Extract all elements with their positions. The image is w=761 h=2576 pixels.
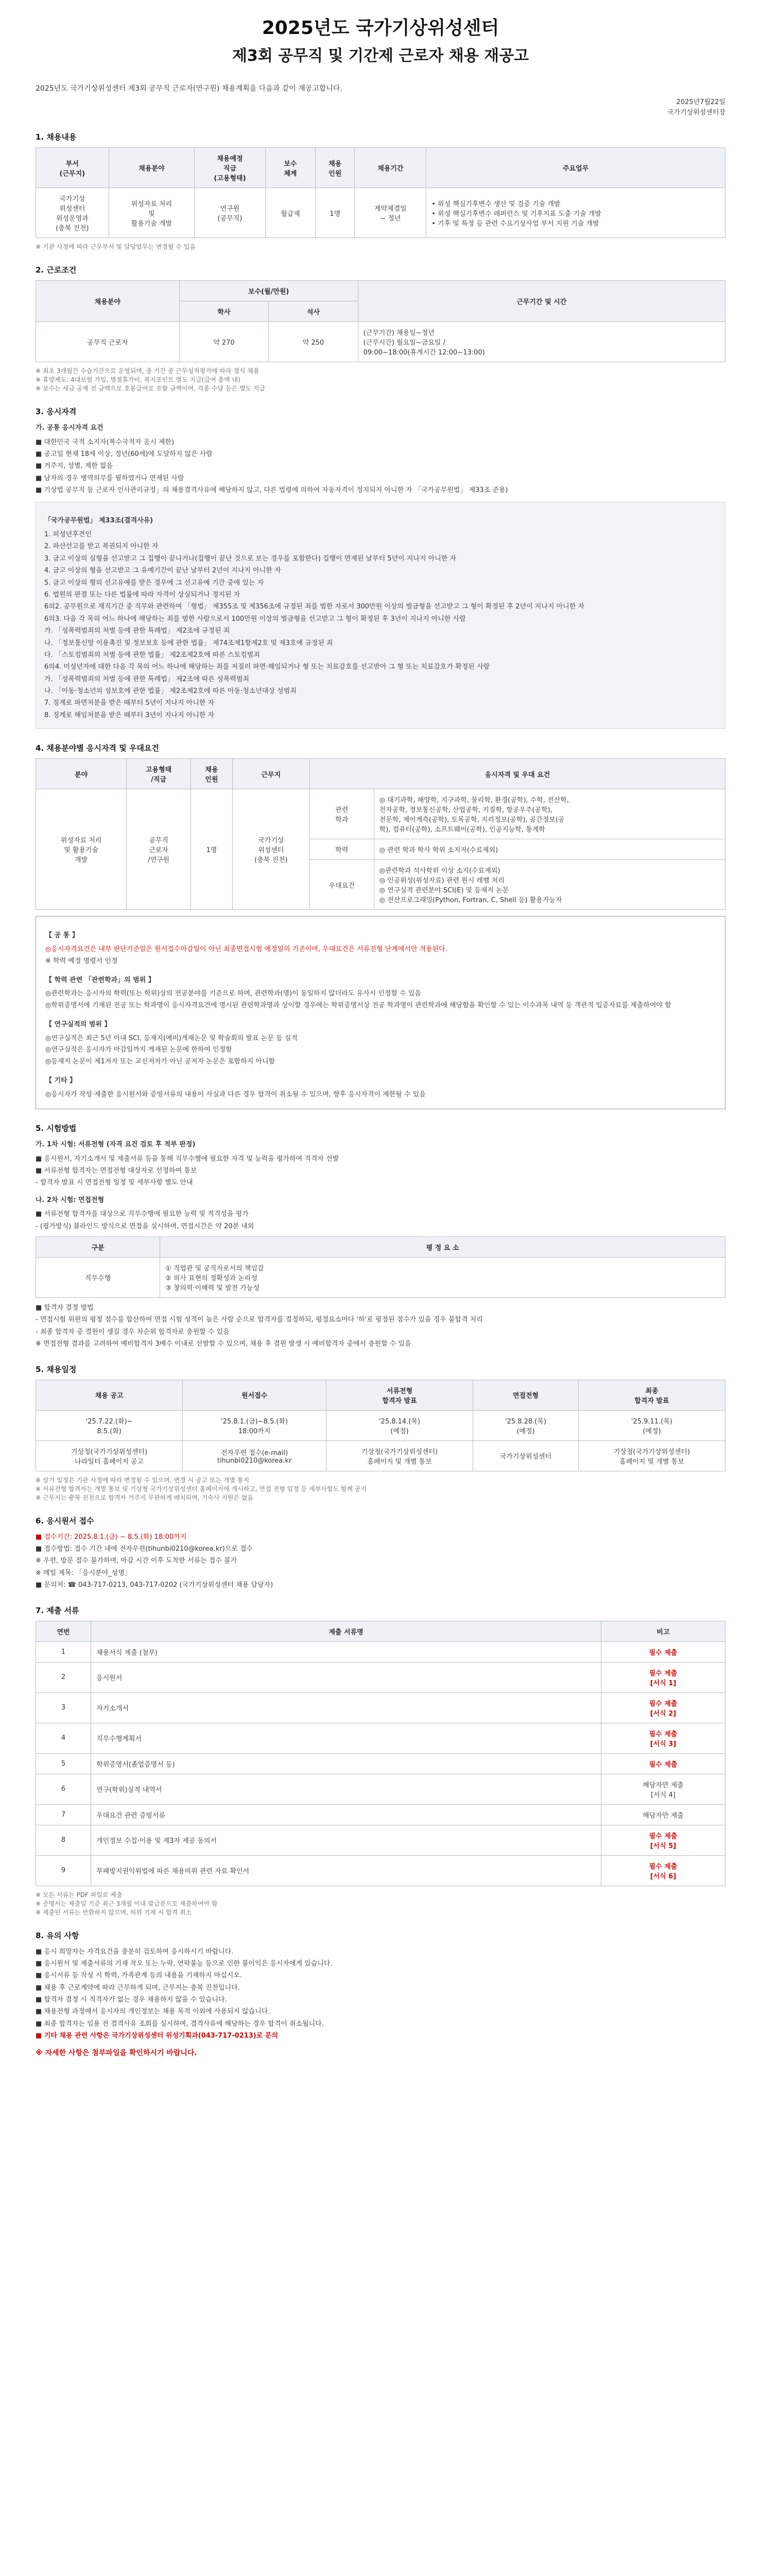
cell-place: 기상청(국가기상위성센터) 홈페이지 및 개별 통보: [326, 1440, 473, 1471]
col-no: 연번: [36, 1621, 91, 1641]
receipt-line: ※ 우편, 방문 접수 불가하며, 마감 시간 이후 도착한 서류는 접수 불가: [36, 1557, 237, 1565]
col-field: 채용분야: [36, 281, 180, 322]
cell-no: 8: [36, 1825, 91, 1855]
schedule-note: ※ 서류전형 합격자는 개별 통보 및 기상청 국가기상위성센터 홈페이지에 게시하고, 면접 전형 일정 등 세부사항도 함께 공지: [36, 1485, 367, 1493]
cell-remark: 필수 제출 [서식 5]: [601, 1825, 725, 1855]
law-item: 3. 금고 이상의 실형을 선고받고 그 집행이 끝나거나(집행이 끝난 것으로 보는 경우를 포함한다) 집행이 면제된 날부터 5년이 지나지 아니한 자: [44, 554, 457, 563]
law-item: 5. 금고 이상의 형의 선고유예를 받은 경우에 그 선고유예 기간 중에 있는 자: [44, 579, 264, 587]
schedule-notes: [36, 1476, 725, 1502]
exam-note: ■ 합격자 결정 방법: [36, 1304, 94, 1312]
cell-remark: 필수 제출 [서식 2]: [601, 1692, 725, 1723]
cell-field: 위성자료 처리 및 활용기술 개발: [109, 188, 194, 238]
col-pay: 보수(월/만원): [179, 281, 358, 301]
col-stage: 최종 합격자 발표: [578, 1380, 725, 1410]
law-item: 나. 「정보통신망 이용촉진 및 정보보호 등에 관한 법률」 제74조제1항제2호 및 제3호에 규정된 죄: [44, 639, 333, 647]
criteria-item: ① 직업관 및 공직자로서의 책임감: [165, 1265, 264, 1273]
title-line2: 제3회 공무직 및 기간제 근로자 채용 재공고: [232, 47, 529, 65]
box-line: ◎관련학과는 응시자의 학력(또는 학위)상의 전공분야를 기준으로 하며, 관련학과(명)이 동일하지 않더라도 유사시 인정할 수 있음: [45, 990, 421, 998]
cell-doc: 우대요건 관련 증빙서류: [91, 1804, 601, 1825]
hours-line: (근무시간) 월요일~금요일 /: [363, 339, 445, 347]
box-subtitle: 【 기타 】: [45, 1076, 77, 1084]
law-item: 4. 금고 이상의 형을 선고받고 그 유예기간이 끝난 날부터 2년이 지나지 아니한 자: [44, 567, 281, 575]
req-item: ■ 대한민국 국적 소지자(복수국적자 응시 제한): [36, 438, 175, 446]
req-item: ■ 기상법 공무직 등 근로자 인사관리규정」의 채용결격사유에 해당하지 않고, 다른 법령에 의하여 자동자격이 정지되지 아니한 자 「국가공무원법」 제33조 준용): [36, 486, 508, 495]
cell-grade: 공무직 근로자 /연구원: [127, 789, 191, 910]
caution-item: ■ 최종 합격자는 임용 전 결격사유 조회를 실시하며, 결격사유에 해당하는 경우 합격이 취소됩니다.: [36, 2020, 324, 2028]
notice-org: 국가기상위성센터장: [667, 109, 725, 117]
cell-place: 전자우편 접수(e-mail) tihunbi0210@korea.kr: [183, 1440, 326, 1471]
col-dept: 부서 (근무지): [36, 148, 109, 188]
box-line: ◎연구실적은 응시자가 마감일까지 게재된 논문에 한하여 인정함: [45, 1046, 232, 1054]
cell-ba: 약 270: [179, 322, 268, 362]
common-requirements: [36, 422, 725, 496]
col-hours: 근무기간 및 시간: [358, 281, 725, 322]
docs-note: ※ 제출된 서류는 반환하지 않으며, 허위 기재 시 합격 취소: [36, 1908, 192, 1916]
law-title: 「국가공무원법」 제33조(결격사유): [44, 516, 153, 524]
law-item: 6. 법원의 판결 또는 다른 법률에 따라 자격이 상실되거나 정지된 자: [44, 590, 240, 599]
req-pref: ◎관련학과 석사학위 이상 소지(수료제외) ◎ 인공위성(위성자료) 관련 원시 레벨 처리 ◎ 연구실적 관련분야 SCI(E) 및 등재지 논문 ◎ 전산프로그래밍(Python, Fortran, C, Shell 등) 활용가능자: [374, 860, 725, 910]
cell-dept: 국가기상 위성센터 위성운영과 (충북 진천): [36, 188, 109, 238]
cell-no: 3: [36, 1692, 91, 1723]
box-line: ※ 학력 예정 명령서 인정: [45, 957, 118, 965]
exam-line: ■ 응시원서, 자기소개서 및 제출서류 등을 통해 직무수행에 필요한 자격 및 능력을 평가하여 적격자 선발: [36, 1155, 339, 1163]
cell-remark: 필수 제출 [서식 1]: [601, 1662, 725, 1692]
col-grade: 고용형태 /직급: [127, 759, 191, 789]
docs-notes: [36, 1890, 725, 1917]
receipt-line: ■ 접수방법: 접수 기간 내에 전자우편(tihunbi0210@korea.kr)으로 접수: [36, 1545, 253, 1553]
req-item: ■ 남자의 경우 병역의무를 필하였거나 면제된 사람: [36, 474, 184, 482]
box-subtitle: 【 연구실적의 범위 】: [45, 1020, 111, 1028]
receipt-line: ■ 접수기간: 2025.8.1.(금) ~ 8.5.(화) 18:00까지: [36, 1533, 187, 1541]
section-heading-2: 2. 근로조건: [36, 265, 77, 275]
criteria-item: ② 의사 표현의 정확성과 논리성: [165, 1275, 257, 1282]
title-line1: 2025년도 국가기상위성센터: [262, 18, 499, 39]
cell-remark: 필수 제출 [서식 3]: [601, 1723, 725, 1753]
exam-note: - 면접시험 위원의 평정 점수를 합산하여 면접 시험 성적이 높은 사람 순으로 합격자를 결정하되, 평정요소마다 '하'로 평정된 점수가 있을 경우 불합격 처리: [36, 1316, 483, 1324]
section-heading-6: 5. 채용일정: [36, 1364, 77, 1374]
receipt-info: [36, 1531, 725, 1591]
col-req: 응시자격 및 우대 요건: [309, 759, 725, 789]
lead-text: 2025년도 국가기상위성센터 제3회 공무직 근로자(연구원) 채용계획을 다음과 같이 재공고합니다.: [36, 84, 342, 93]
col-field: 분야: [36, 759, 127, 789]
section-heading-8: 7. 제출 서류: [36, 1605, 79, 1615]
receipt-line: ■ 문의처: ☎ 043-717-0213, 043-717-0202 (국가기상위성센터 채용 담당자): [36, 1581, 273, 1589]
cell-place: 기상청(국가기상위성센터) 홈페이지 및 개별 통보: [578, 1440, 725, 1471]
recruitment-notice: [20, 0, 741, 2073]
col-pay: 보수 체계: [265, 148, 315, 188]
law-item: 가. 「성폭력범죄의 처벌 등에 관한 특례법」 제2조에 따른 성폭력범죄: [44, 675, 249, 683]
col-duties: 주요업무: [426, 148, 725, 188]
cell-period: 계약체결일 ~ 정년: [355, 188, 426, 238]
col-criteria: 평 정 요 소: [160, 1237, 725, 1258]
duty-item: • 기후 및 특정 등 관련 수요기상사업 부서 지원 기술 개발: [431, 219, 599, 228]
cell-date: '25.8.28.(목) (예정): [473, 1410, 579, 1440]
criteria-item: ③ 창의력·이해력 및 발전 가능성: [165, 1284, 260, 1292]
cell-remark: 해당자만 제출 [서식 4]: [601, 1774, 725, 1804]
duty-item: • 위성 핵심기후변수 레퍼런스 및 기후지표 도출 기술 개발: [431, 210, 601, 218]
law-item: 6의3. 다음 각 목의 어느 하나에 해당하는 죄를 범한 사람으로서 100만원 이상의 벌금형을 선고받고 그 형이 확정된 후 3년이 지나지 아니한 사람: [44, 615, 466, 623]
cell-remark: 해당자만 제출: [601, 1804, 725, 1825]
col-stage: 서류전형 합격자 발표: [326, 1380, 473, 1410]
schedule-note: ※ 근무지는 충북 진천으로 합격자 거주지 무관하게 배치되며, 기숙사 지원은 없음: [36, 1494, 253, 1501]
col-grade: 채용예정 직급 (고용형태): [195, 148, 266, 188]
note-line: ※ 최초 3개월간 수습기간으로 운영되며, 중 기간 중 근무성적평가에 따라 정식 채용: [36, 367, 260, 375]
exam-note: - 최종 합격자 중 결원이 생길 경우 차순위 합격자로 충원할 수 있음: [36, 1328, 230, 1336]
col-period: 채용기간: [355, 148, 426, 188]
condition-table: [36, 280, 725, 362]
receipt-line: ※ 메일 제목: 「응시분야_성명」: [36, 1569, 131, 1577]
cell-remark: 필수 제출: [601, 1641, 725, 1662]
cell-doc: 부패방지권익위법에 따른 채용비위 관련 자료 확인서: [91, 1855, 601, 1886]
law-item: 7. 징계로 파면처분을 받은 때부터 5년이 지나지 아니한 자: [44, 699, 215, 707]
law-item: 2. 파산선고를 받고 복권되지 아니한 자: [44, 543, 159, 551]
box-line: ◎응시자격요건은 내부 판단기준일은 원서접수마감일이 아닌 최종면접시험 예정일의 기준이며, 우대요건은 서류전형 단계에서만 적용된다.: [45, 945, 447, 954]
cell-place: 기상청(국가기상위성센터) 나라일터 홈페이지 공고: [36, 1440, 183, 1471]
law-item: 가. 「성폭력범죄의 처벌 등에 관한 특례법」 제2조에 규정된 죄: [44, 627, 230, 635]
cell-no: 2: [36, 1662, 91, 1692]
docs-note: ※ 모든 서류는 PDF 파일로 제출: [36, 1891, 123, 1899]
cell-date: '25.8.14.(목) (예정): [326, 1410, 473, 1440]
col-field: 채용분야: [109, 148, 194, 188]
col-ma: 석사: [269, 301, 358, 322]
date-org: [36, 97, 725, 118]
law-item: 8. 징계로 해임처분을 받은 때부터 3년이 지나지 아니한 자: [44, 711, 215, 719]
law-item: 다. 「스토킹범죄의 처벌 등에 관한 법률」 제2조제2호에 따른 스토킹범죄: [44, 651, 260, 659]
col-stage: 원서접수: [183, 1380, 326, 1410]
notice-date: 2025년7월22일: [676, 98, 725, 106]
col-count: 채용 인원: [191, 759, 233, 789]
section-heading-9: 8. 유의 사항: [36, 1930, 79, 1940]
col-stage: 채용 공고: [36, 1380, 183, 1410]
cell-doc: 자기소개서: [91, 1692, 601, 1723]
cell-grade: 연구원 (공무직): [195, 188, 266, 238]
caution-item: ■ 응시원서 및 제출서류의 기재 착오 또는 누락, 연락불능 등으로 인한 불이익은 응시자에게 있습니다.: [36, 1959, 333, 1968]
law-item: 6의4. 미성년자에 대한 다음 각 목의 어느 하나에 해당하는 죄를 저질러 파면·해임되거나 형 또는 치료감호를 선고받아 그 형 또는 치료감호가 확정된 사람: [44, 663, 490, 671]
note-line: ※ 보수는 세금 공제 전 금액으로 호봉급여로 포함 금액이며, 각종 수당 등은 별도 지급: [36, 385, 265, 393]
docs-note: ※ 증명서는 제출일 기준 최근 3개월 이내 발급분으로 제출하여야 함: [36, 1900, 218, 1907]
table2-notes: [36, 366, 725, 393]
caution-item: ■ 합격자 결정 시 적격자가 없는 경우 채용하지 않을 수 있습니다.: [36, 1996, 227, 2004]
hours-line: (근무기간) 채용일~정년: [363, 329, 435, 337]
cell-criteria: [160, 1258, 725, 1298]
cell-doc: 직무수행계획서: [91, 1723, 601, 1753]
section-heading-3: 3. 응시자격: [36, 407, 77, 417]
schedule-note: ※ 상기 일정은 기관 사정에 따라 변경될 수 있으며, 변경 시 공고 또는 개별 통지: [36, 1476, 250, 1484]
box-line: ◎등재지 논문이 제1저자 또는 교신저자가 아닌 공저자 논문은 포함하지 아니함: [45, 1058, 275, 1066]
law-item: 나. 「아동·청소년의 성보호에 관한 법률」 제2조제2호에 따른 아동·청소년대상 성범죄: [44, 687, 297, 696]
cell-field: 공무직 근로자: [36, 322, 180, 362]
schedule-table: [36, 1380, 725, 1471]
exam-line: ■ 서류전형 합격자는 면접전형 대상자로 선정하여 통보: [36, 1167, 197, 1175]
caution-item: ■ 기타 채용 관련 사항은 국가기상위성센터 위성기획과(043-717-0213)로 문의: [36, 2032, 279, 2040]
exam-line: - 합격자 발표 시 면접전형 일정 및 세부사항 별도 안내: [36, 1179, 193, 1187]
cell-duties: [426, 188, 725, 238]
cell-ma: 약 250: [269, 322, 358, 362]
cell-place: 국가기상위성센터: [473, 1440, 579, 1471]
law-item: 1. 피성년후견인: [44, 531, 92, 539]
col-category: 구분: [36, 1237, 160, 1258]
caution-item: ■ 채용 후 근로계약에 따라 근무하게 되며, 근무지는 충북 진천입니다.: [36, 1984, 240, 1992]
box-line: ◎응시자가 작성·제출한 응시원서와 증빙서류의 내용이 사실과 다른 경우 합격이 취소될 수 있으며, 향후 응시자격이 제한될 수 있음: [45, 1090, 426, 1098]
box-line: ◎학위증명서에 기재된 전공 또는 학과명이 응시자격요건에 명시된 관련학과명과 상이할 경우에는 학위증명서상 전공 학과명이 관련학과에 해당함을 확인할 수 있는 이수과목 내역 등 객관적 입증자료를 제출하여야 함: [45, 1002, 671, 1010]
exam-stage2: 나. 2차 시험: 면접전형: [36, 1196, 105, 1204]
req-label-degree: 학력: [309, 839, 374, 860]
cell-remark: 필수 제출: [601, 1753, 725, 1774]
box-subtitle: 【 학력 관련 「관련학과」의 범위 】: [45, 976, 155, 984]
exam-notes: [36, 1302, 725, 1350]
cell-doc: 연구(학위)실적 내역서: [91, 1774, 601, 1804]
exam-line: ■ 서류전형 합격자를 대상으로 직무수행에 필요한 능력 및 적격성을 평가: [36, 1210, 249, 1218]
cell-date: '25.8.1.(금)~8.5.(화) 18:00까지: [183, 1410, 326, 1440]
section-heading-4: 4. 채용분야별 응시자격 및 우대요건: [36, 743, 159, 753]
req-major: ◎ 대기과학, 해양학, 지구과학, 물리학, 환경(공학), 수학, 전산학, 전자공학, 정보통신공학, 산업공학, 지질학, 항공우주(공학), 천문학, 제어계측(공학), 토목공학, 지리정보(공학), 공간정보(공 학), 컴퓨터(공학), 소프트웨어(공학), 인공지능학, 통계학: [374, 789, 725, 839]
cell-no: 9: [36, 1855, 91, 1886]
note-line: ※ 휴양제도: 4대보험 가입, 명절휴가비, 복지포인트 별도 지급(급여 총액 내): [36, 376, 240, 384]
col-stage: 면접전형: [473, 1380, 579, 1410]
hours-line: 09:00~18:00(휴게시간 12:00~13:00): [363, 349, 485, 357]
law-item: 6의2. 공무원으로 재직기간 중 직무와 관련하여 「형법」 제355조 및 제356조에 규정된 죄를 범한 자로서 300만원 이상의 벌금형을 선고받고 그 형이 확정된 후 2년이 지나지 아니한 자: [44, 603, 584, 611]
cell-remark: 필수 제출 [서식 6]: [601, 1855, 725, 1886]
req-item: ■ 거주지, 성별, 제한 없음: [36, 462, 113, 470]
box-title: 【 공 통 】: [45, 931, 79, 940]
section-heading-1: 1. 채용내용: [36, 132, 77, 142]
notice-title: [36, 13, 725, 77]
final-notice: ※ 자세한 사항은 첨부파일을 확인하시기 바랍니다.: [36, 2048, 197, 2057]
cell-no: 1: [36, 1641, 91, 1662]
cell-no: 4: [36, 1723, 91, 1753]
cell-doc: 학위증명서(졸업증명서 등): [91, 1753, 601, 1774]
caution-item: ■ 응시 희망자는 자격요건을 충분히 검토하여 응시하시기 바랍니다.: [36, 1947, 234, 1956]
law-box: [36, 502, 725, 730]
cell-doc: 응시원서: [91, 1662, 601, 1692]
col-count: 채용 인원: [316, 148, 355, 188]
cell-no: 5: [36, 1753, 91, 1774]
section-heading-7: 6. 응시원서 접수: [36, 1516, 94, 1526]
exam-stage1: 가. 1차 시험: 서류전형 (자격 요건 검토 후 적부 판정): [36, 1141, 196, 1149]
cell-hours: [358, 322, 725, 362]
cell-no: 6: [36, 1774, 91, 1804]
caution-item: ■ 응시서류 등 작성 시 학력, 가족관계 등의 내용을 기재하지 마십시오.: [36, 1972, 242, 1980]
cell-date: '25.9.11.(목) (예정): [578, 1410, 725, 1440]
caution-list: [36, 1946, 725, 2042]
col-ba: 학사: [179, 301, 268, 322]
cell-place: 국가기상 위성센터 (충북 진천): [232, 789, 309, 910]
cell-doc: 개인정보 수집·이용 및 제3자 제공 동의서: [91, 1825, 601, 1855]
table1-note: ※ 기관 사정에 따라 근무부서 및 담당업무는 변경될 수 있음: [36, 243, 196, 251]
recruit-table: [36, 147, 725, 238]
qualification-table: [36, 758, 725, 910]
common-box: [36, 916, 725, 1109]
cell-count: 1명: [191, 789, 233, 910]
cell-pay: 월급제: [265, 188, 315, 238]
exam-method: [36, 1139, 725, 1232]
req-item: ■ 공고일 현재 18세 이상, 정년(60세)에 도달하지 않은 사람: [36, 450, 213, 459]
cell-category: 직무수행: [36, 1258, 160, 1298]
duty-item: • 위성 핵심기후변수 생산 및 검증 기술 개발: [431, 200, 561, 208]
exam-line: - (평가방식) 블라인드 방식으로 면접을 실시하며, 면접시간은 약 20분 내외: [36, 1222, 254, 1230]
req-degree: ◎ 관련 학과 학사 학위 소지자(수료제외): [374, 839, 725, 860]
eval-table: [36, 1236, 725, 1298]
col-remark: 비고: [601, 1621, 725, 1641]
cell-count: 1명: [316, 188, 355, 238]
caution-item: ■ 채용전형 과정에서 응시자의 개인정보는 채용 목적 이외에 사용되지 않습니다.: [36, 2008, 270, 2016]
col-doc: 제출 서류명: [91, 1621, 601, 1641]
exam-note: ※ 면접전형 결과를 고려하여 예비합격자 3배수 이내로 선발할 수 있으며, 채용 후 결원 발생 시 예비합격자 중에서 충원할 수 있음: [36, 1340, 411, 1348]
col-place: 근무지: [232, 759, 309, 789]
req-label-major: 관련 학과: [309, 789, 374, 839]
cell-doc: 채용서식 제출 (첨부): [91, 1641, 601, 1662]
box-line: ◎연구실적은 최근 5년 이내 SCI, 등재지(예비)게재논문 및 학술회의 발표 논문 등 실적: [45, 1034, 298, 1042]
cell-field: 위성자료 처리 및 활용기술 개발: [36, 789, 127, 910]
req-label-pref: 우대요건: [309, 860, 374, 910]
section-heading-5: 5. 시험방법: [36, 1124, 77, 1133]
docs-table: [36, 1621, 725, 1886]
subheading: 가. 공통 응시자격 요건: [36, 424, 103, 432]
cell-date: '25.7.22.(화)~ 8.5.(화): [36, 1410, 183, 1440]
cell-no: 7: [36, 1804, 91, 1825]
